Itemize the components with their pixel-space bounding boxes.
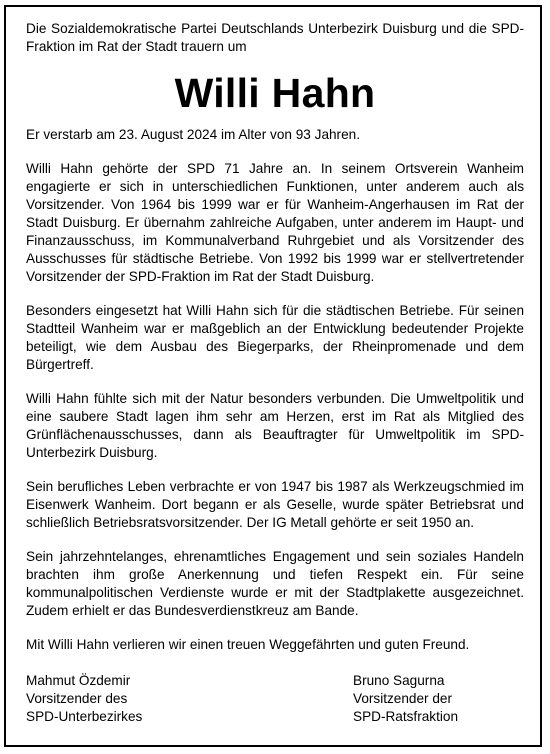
paragraph-party-career: Willi Hahn gehörte der SPD 71 Jahre an. In seinem Ortsverein Wanheim engagierte er sich in unterschiedlichen Funktionen, unter anderem auch als Vorsitzender. Von 1964 bis 1999 war er für Wanheim-Angerhausen im Rat der Stadt Duisburg. Er übernahm zahlreiche Aufgaben, unter anderem im Haupt- und Finanzausschuss, im Kommunalverband Ruhrgebiet und als Vorsitzender des Ausschusses für städtische Betriebe. Von 1992 bis 1999 war er stellvertretender Vorsitzender der SPD-Fraktion im Rat der Stadt Duisburg. [26, 161, 524, 284]
signer-organization: SPD-Ratsfraktion [353, 709, 459, 724]
signer-organization: SPD-Unterbezirkes [26, 709, 143, 724]
paragraph-honors: Sein jahrzehntelanges, ehrenamtliches Engagement und sein soziales Handeln brachten ihm große Anerkennung und tiefen Respekt ein. Für seine kommunalpolitischen Verdienste wurde er mit der Stadtplakette ausgezeichnet. Zudem erhielt er das Bundesverdienstkreuz am Bande. [26, 549, 524, 618]
paragraph-municipal-works: Besonders eingesetzt hat Willi Hahn sich für die städtischen Betriebe. Für seinen Stadtteil Wanheim war er maßgeblich an der Entwicklung bedeutender Projekte beteiligt, wie dem Ausbau des Biegerparks, der Rheinpromenade und dem Bürgertreff. [26, 303, 524, 372]
obituary-notice [26, 20, 524, 726]
signer-role: Vorsitzender des [26, 691, 128, 706]
closing-line: Mit Willi Hahn verlieren wir einen treuen Weggefährten und guten Freund. [26, 637, 470, 652]
signer-name: Mahmut Özdemir [26, 673, 131, 688]
deceased-name: Willi Hahn [174, 70, 376, 116]
paragraph-environment: Willi Hahn fühlte sich mit der Natur besonders verbunden. Die Umweltpolitik und eine saubere Stadt lagen ihm sehr am Herzen, erst im Rat als Mitglied des Grünflächenausschusses, dann als Beauftragter für Umweltpolitik im SPD-Unterbezirk Duisburg. [26, 391, 524, 460]
signatures [26, 672, 524, 726]
paragraph-professional-life: Sein berufliches Leben verbrachte er von 1947 bis 1987 als Werkzeugschmied im Eisenwerk Wanheim. Dort begann er als Geselle, wurde später Betriebsrat und schließlich Betriebsratsvorsitzender. Der IG Metall gehörte er seit 1950 an. [26, 479, 524, 530]
signature-left [26, 672, 142, 726]
signer-name: Bruno Sagurna [353, 673, 445, 688]
intro-text: Die Sozialdemokratische Partei Deutschlands Unterbezirk Duisburg und die SPD-Fraktion im Rat der Stadt trauern um [26, 21, 524, 54]
signer-role: Vorsitzender der [353, 691, 452, 706]
death-line: Er verstarb am 23. August 2024 im Alter von 93 Jahren. [26, 127, 360, 142]
signature-right [353, 672, 524, 726]
